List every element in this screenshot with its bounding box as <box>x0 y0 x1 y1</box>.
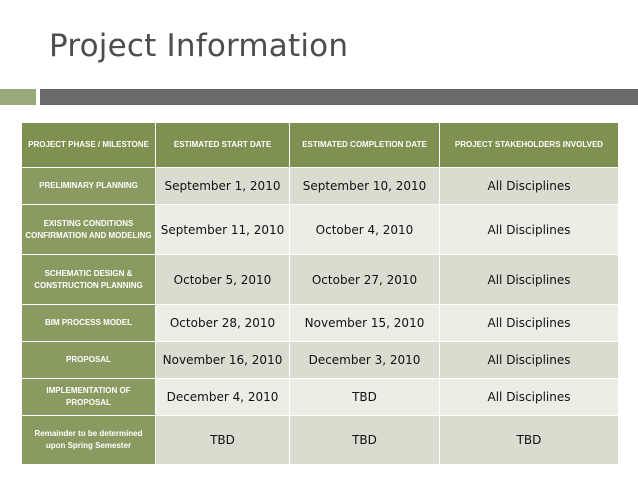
table-row <box>22 205 619 255</box>
table-row <box>22 379 619 416</box>
header-start-date: ESTIMATED START DATE <box>156 123 290 168</box>
completion-date-cell: September 10, 2010 <box>290 168 440 205</box>
start-date-cell: TBD <box>156 416 290 465</box>
project-info-table <box>21 122 619 465</box>
start-date-cell: September 1, 2010 <box>156 168 290 205</box>
table-header-row <box>22 123 619 168</box>
stakeholders-cell: TBD <box>440 416 619 465</box>
phase-cell: PRELIMINARY PLANNING <box>22 168 156 205</box>
completion-date-cell: TBD <box>290 379 440 416</box>
stakeholders-cell: All Disciplines <box>440 255 619 305</box>
completion-date-cell: October 4, 2010 <box>290 205 440 255</box>
accent-bar <box>0 89 36 105</box>
stakeholders-cell: All Disciplines <box>440 305 619 342</box>
start-date-cell: December 4, 2010 <box>156 379 290 416</box>
phase-cell: BIM PROCESS MODEL <box>22 305 156 342</box>
completion-date-cell: October 27, 2010 <box>290 255 440 305</box>
completion-date-cell: TBD <box>290 416 440 465</box>
stakeholders-cell: All Disciplines <box>440 379 619 416</box>
header-stakeholders: PROJECT STAKEHOLDERS INVOLVED <box>440 123 619 168</box>
start-date-cell: November 16, 2010 <box>156 342 290 379</box>
stakeholders-cell: All Disciplines <box>440 168 619 205</box>
start-date-cell: October 5, 2010 <box>156 255 290 305</box>
header-phase: PROJECT PHASE / MILESTONE <box>22 123 156 168</box>
stakeholders-cell: All Disciplines <box>440 205 619 255</box>
table-row <box>22 416 619 465</box>
completion-date-cell: November 15, 2010 <box>290 305 440 342</box>
start-date-cell: September 11, 2010 <box>156 205 290 255</box>
start-date-cell: October 28, 2010 <box>156 305 290 342</box>
phase-cell: EXISTING CONDITIONS CONFIRMATION AND MODELING <box>22 205 156 255</box>
page-title: Project Information <box>49 28 349 64</box>
stakeholders-cell: All Disciplines <box>440 342 619 379</box>
phase-cell: PROPOSAL <box>22 342 156 379</box>
phase-cell: IMPLEMENTATION OF PROPOSAL <box>22 379 156 416</box>
phase-cell: Remainder to be determined upon Spring Semester <box>22 416 156 465</box>
divider-bar <box>40 89 638 105</box>
table-row <box>22 168 619 205</box>
table-row <box>22 255 619 305</box>
table-row <box>22 305 619 342</box>
completion-date-cell: December 3, 2010 <box>290 342 440 379</box>
phase-cell: SCHEMATIC DESIGN & CONSTRUCTION PLANNING <box>22 255 156 305</box>
header-completion-date: ESTIMATED COMPLETION DATE <box>290 123 440 168</box>
table-row <box>22 342 619 379</box>
